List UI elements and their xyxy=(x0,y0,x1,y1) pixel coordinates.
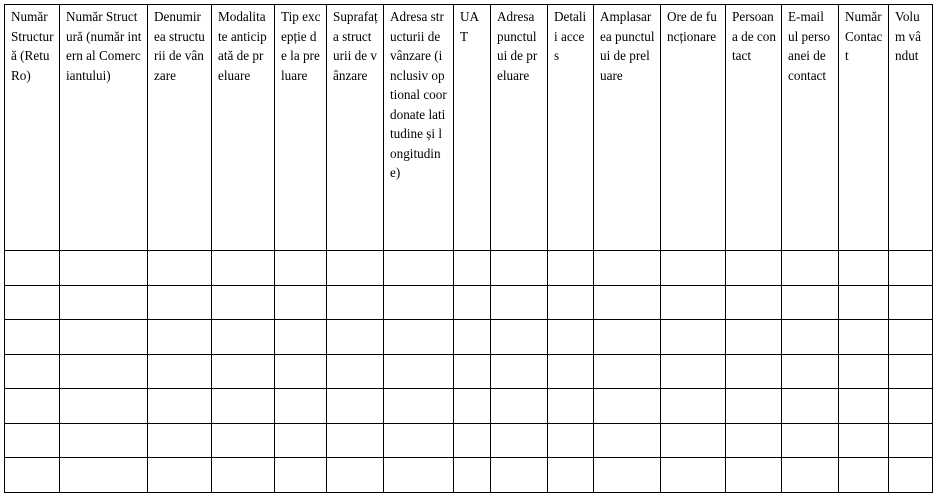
table-cell[interactable] xyxy=(839,285,889,320)
table-cell[interactable] xyxy=(454,389,491,424)
table-cell[interactable] xyxy=(327,320,384,355)
table-cell[interactable] xyxy=(327,285,384,320)
table-cell[interactable] xyxy=(60,389,148,424)
table-cell[interactable] xyxy=(212,320,275,355)
table-cell[interactable] xyxy=(491,423,548,458)
table-cell[interactable] xyxy=(60,354,148,389)
table-cell[interactable] xyxy=(384,320,454,355)
table-cell[interactable] xyxy=(327,354,384,389)
table-cell[interactable] xyxy=(594,389,661,424)
table-cell[interactable] xyxy=(327,251,384,286)
column-header: E-mail ul persoanei de contact xyxy=(782,5,839,251)
table-cell[interactable] xyxy=(491,354,548,389)
column-header: Modalitate anticipată de preluare xyxy=(212,5,275,251)
column-header: UAT xyxy=(454,5,491,251)
table-cell[interactable] xyxy=(454,320,491,355)
table-cell[interactable] xyxy=(275,458,327,493)
table-cell[interactable] xyxy=(661,285,726,320)
table-cell[interactable] xyxy=(548,423,594,458)
table-cell[interactable] xyxy=(548,251,594,286)
table-cell[interactable] xyxy=(839,389,889,424)
table-cell[interactable] xyxy=(889,251,933,286)
table-cell[interactable] xyxy=(726,458,782,493)
table-cell[interactable] xyxy=(327,389,384,424)
table-cell[interactable] xyxy=(491,251,548,286)
table-cell[interactable] xyxy=(212,389,275,424)
table-cell[interactable] xyxy=(726,285,782,320)
table-cell[interactable] xyxy=(548,389,594,424)
table-cell[interactable] xyxy=(889,458,933,493)
table-cell[interactable] xyxy=(782,320,839,355)
table-cell[interactable] xyxy=(548,320,594,355)
table-cell[interactable] xyxy=(782,285,839,320)
column-header: Amplasarea punctului de preluare xyxy=(594,5,661,251)
table-cell[interactable] xyxy=(594,423,661,458)
column-header: Volum vândut xyxy=(889,5,933,251)
table-cell[interactable] xyxy=(661,423,726,458)
table-cell[interactable] xyxy=(889,354,933,389)
table-cell[interactable] xyxy=(5,423,60,458)
table-cell[interactable] xyxy=(60,423,148,458)
table-row xyxy=(5,423,933,458)
table-cell[interactable] xyxy=(491,285,548,320)
table-cell[interactable] xyxy=(726,251,782,286)
table-row xyxy=(5,251,933,286)
column-header: Adresa structurii de vânzare (inclusiv optional coordonate latitudine și longitudine) xyxy=(384,5,454,251)
table-cell[interactable] xyxy=(548,285,594,320)
table-cell[interactable] xyxy=(275,389,327,424)
column-header: Denumirea structurii de vânzare xyxy=(148,5,212,251)
table-cell[interactable] xyxy=(726,320,782,355)
table-cell[interactable] xyxy=(275,354,327,389)
table-cell[interactable] xyxy=(212,458,275,493)
table-cell[interactable] xyxy=(839,458,889,493)
table-cell[interactable] xyxy=(661,458,726,493)
table-cell[interactable] xyxy=(275,285,327,320)
table-cell[interactable] xyxy=(327,458,384,493)
header-row xyxy=(5,5,933,251)
table-row xyxy=(5,458,933,493)
table-cell[interactable] xyxy=(148,458,212,493)
table-cell[interactable] xyxy=(839,423,889,458)
table-cell[interactable] xyxy=(5,354,60,389)
table-cell[interactable] xyxy=(148,320,212,355)
table-cell[interactable] xyxy=(384,354,454,389)
column-header: Adresa punctului de preluare xyxy=(491,5,548,251)
table-cell[interactable] xyxy=(661,389,726,424)
table-cell[interactable] xyxy=(148,251,212,286)
table-cell[interactable] xyxy=(491,458,548,493)
table-row xyxy=(5,285,933,320)
table-row xyxy=(5,354,933,389)
table-cell[interactable] xyxy=(212,423,275,458)
table-cell[interactable] xyxy=(594,251,661,286)
table-row xyxy=(5,320,933,355)
table-cell[interactable] xyxy=(491,389,548,424)
table-cell[interactable] xyxy=(454,458,491,493)
table-cell[interactable] xyxy=(594,354,661,389)
table-cell[interactable] xyxy=(148,389,212,424)
table-cell[interactable] xyxy=(839,354,889,389)
table-cell[interactable] xyxy=(782,458,839,493)
table-row xyxy=(5,389,933,424)
column-header: Număr Contact xyxy=(839,5,889,251)
table-cell[interactable] xyxy=(384,251,454,286)
table-cell[interactable] xyxy=(454,251,491,286)
table-cell[interactable] xyxy=(782,423,839,458)
table-cell[interactable] xyxy=(889,285,933,320)
table-cell[interactable] xyxy=(661,354,726,389)
table-cell[interactable] xyxy=(212,285,275,320)
table-cell[interactable] xyxy=(5,251,60,286)
table-cell[interactable] xyxy=(454,285,491,320)
table-cell[interactable] xyxy=(148,285,212,320)
table-cell[interactable] xyxy=(491,320,548,355)
table-body xyxy=(5,251,933,493)
table-cell[interactable] xyxy=(148,423,212,458)
table-cell[interactable] xyxy=(661,251,726,286)
table-cell[interactable] xyxy=(548,458,594,493)
pickup-points-table xyxy=(4,4,933,493)
table-cell[interactable] xyxy=(212,251,275,286)
column-header: Număr Structură (Retu Ro) xyxy=(5,5,60,251)
document-page xyxy=(4,4,933,493)
table-cell[interactable] xyxy=(889,423,933,458)
table-cell[interactable] xyxy=(212,354,275,389)
table-cell[interactable] xyxy=(5,285,60,320)
table-cell[interactable] xyxy=(5,458,60,493)
table-cell[interactable] xyxy=(60,320,148,355)
table-cell[interactable] xyxy=(782,389,839,424)
column-header: Detalii acces xyxy=(548,5,594,251)
table-cell[interactable] xyxy=(60,285,148,320)
table-cell[interactable] xyxy=(454,423,491,458)
table-cell[interactable] xyxy=(327,423,384,458)
table-cell[interactable] xyxy=(5,320,60,355)
table-cell[interactable] xyxy=(594,458,661,493)
table-cell[interactable] xyxy=(275,251,327,286)
table-cell[interactable] xyxy=(889,320,933,355)
table-cell[interactable] xyxy=(889,389,933,424)
table-cell[interactable] xyxy=(384,423,454,458)
table-cell[interactable] xyxy=(839,251,889,286)
table-cell[interactable] xyxy=(661,320,726,355)
column-header: Tip excepție de la preluare xyxy=(275,5,327,251)
table-cell[interactable] xyxy=(726,389,782,424)
column-header: Suprafața structurii de vânzare xyxy=(327,5,384,251)
table-cell[interactable] xyxy=(275,320,327,355)
column-header: Număr Structură (număr intern al Comerciantului) xyxy=(60,5,148,251)
table-cell[interactable] xyxy=(60,458,148,493)
table-cell[interactable] xyxy=(594,320,661,355)
table-cell[interactable] xyxy=(726,354,782,389)
table-cell[interactable] xyxy=(782,251,839,286)
table-cell[interactable] xyxy=(60,251,148,286)
table-cell[interactable] xyxy=(839,320,889,355)
column-header: Ore de funcționare xyxy=(661,5,726,251)
table-cell[interactable] xyxy=(548,354,594,389)
table-cell[interactable] xyxy=(384,389,454,424)
table-cell[interactable] xyxy=(275,423,327,458)
table-cell[interactable] xyxy=(454,354,491,389)
table-cell[interactable] xyxy=(782,354,839,389)
table-cell[interactable] xyxy=(594,285,661,320)
table-cell[interactable] xyxy=(5,389,60,424)
table-cell[interactable] xyxy=(384,285,454,320)
table-cell[interactable] xyxy=(384,458,454,493)
table-cell[interactable] xyxy=(148,354,212,389)
column-header: Persoana de contact xyxy=(726,5,782,251)
table-cell[interactable] xyxy=(726,423,782,458)
